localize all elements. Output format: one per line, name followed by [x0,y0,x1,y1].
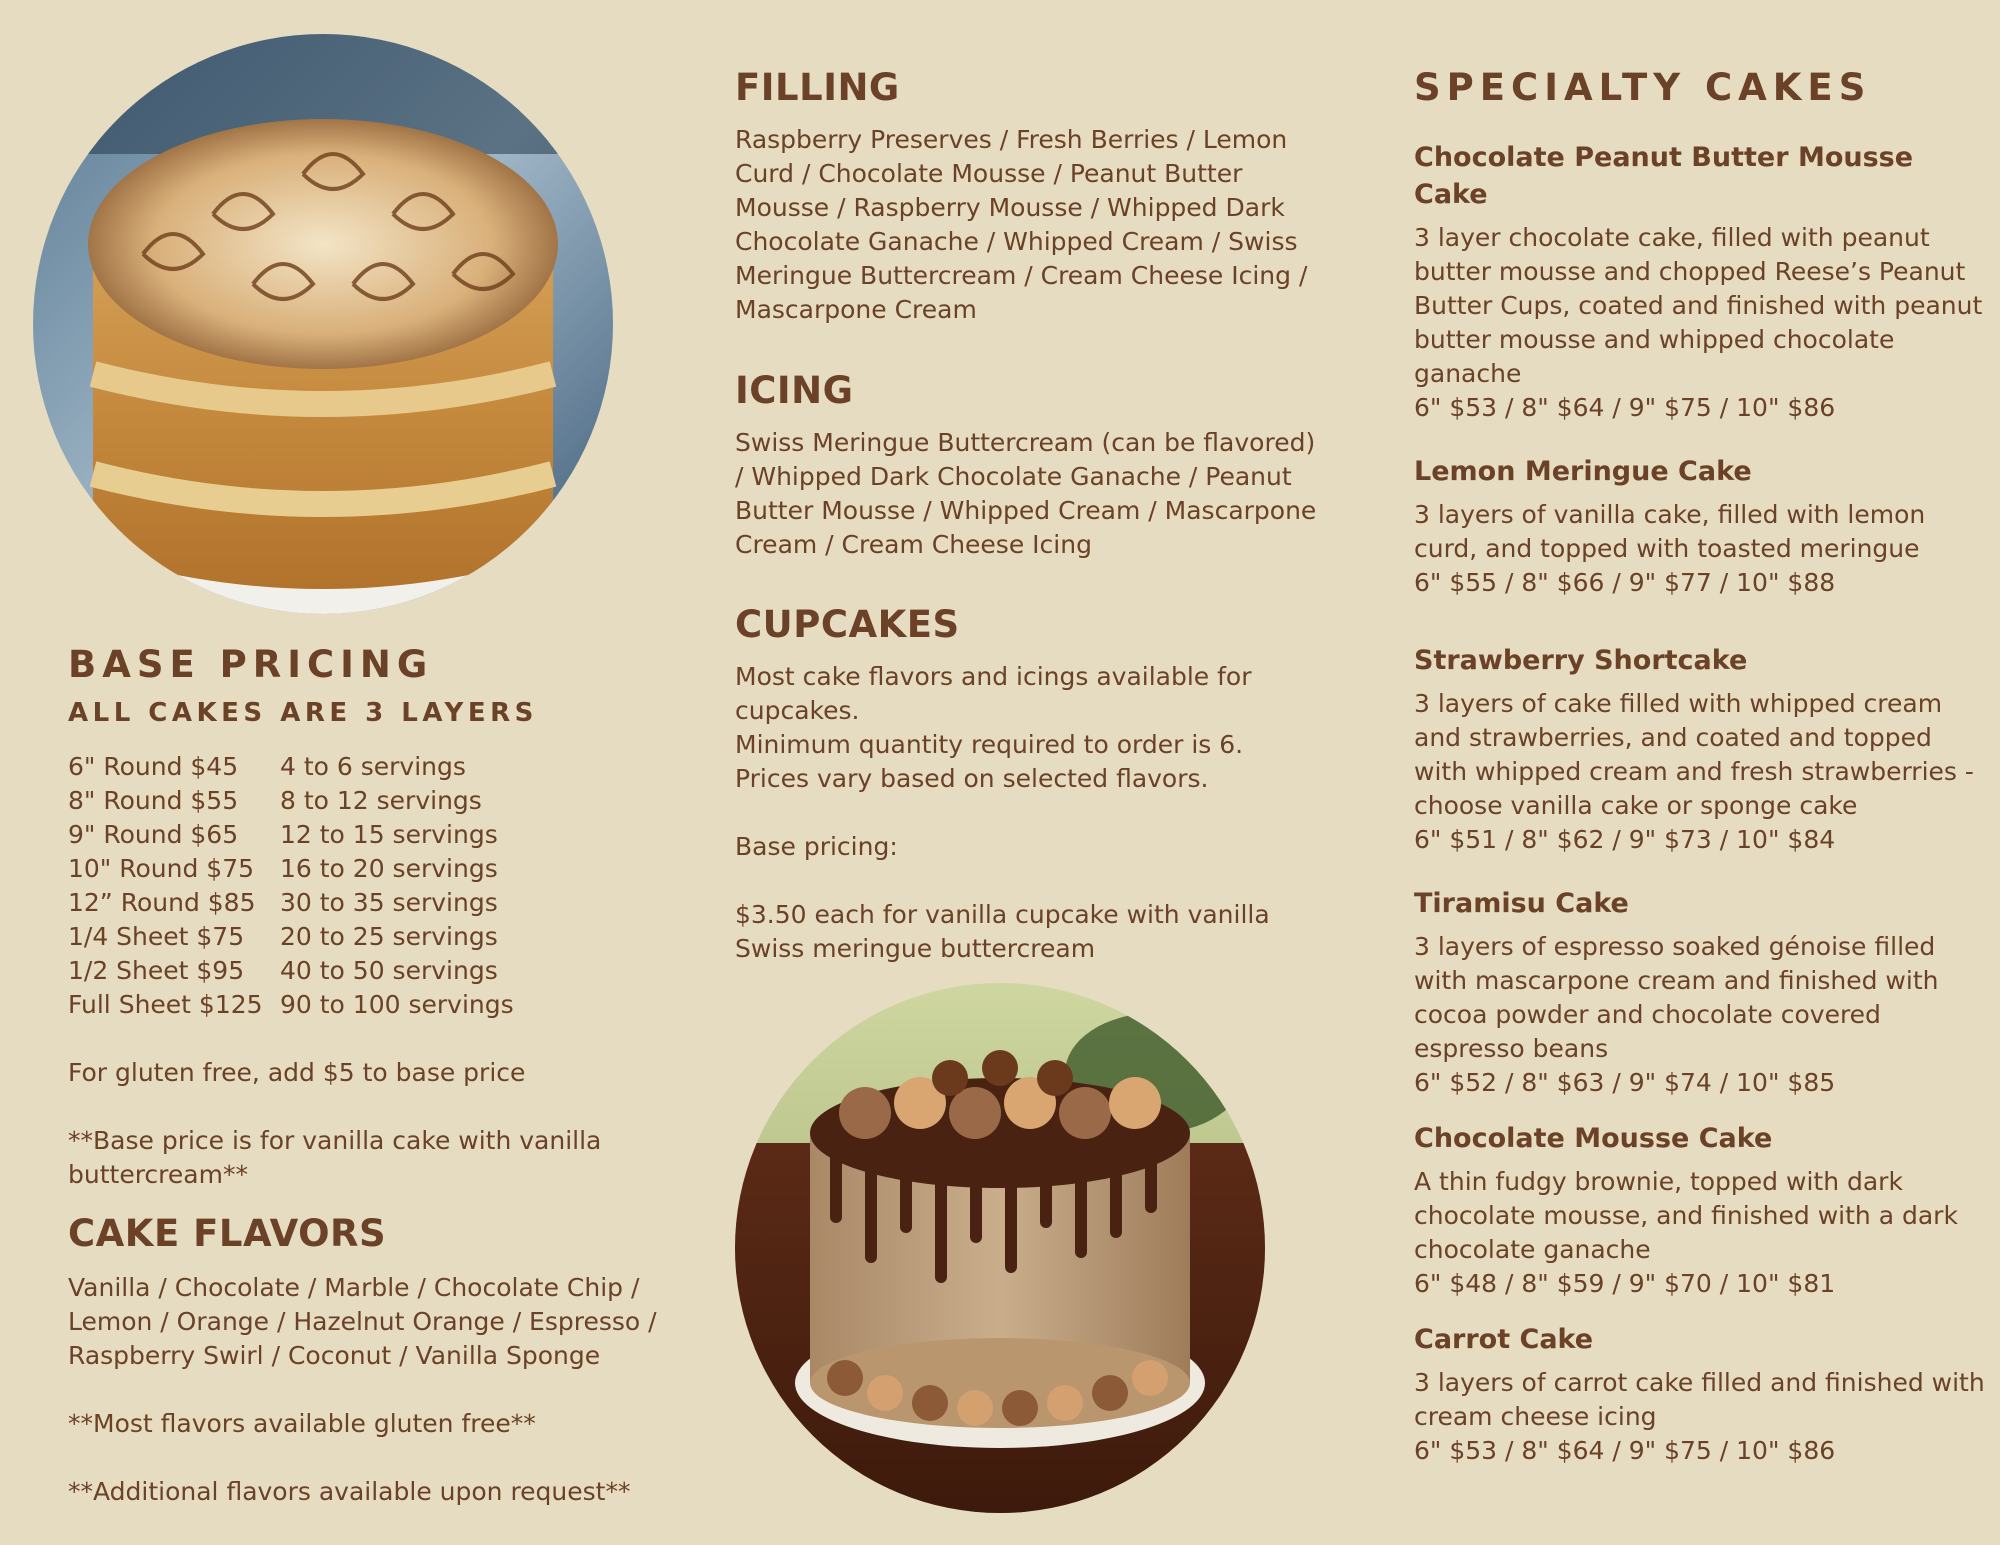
base-pricing-title: BASE PRICING [68,643,434,686]
price-servings: 4 to 6 servings [280,752,466,781]
cupcakes-section [735,603,1295,966]
cake-flavors-title: CAKE FLAVORS [68,1212,387,1255]
price-servings: 16 to 20 servings [280,854,498,883]
filling-title: FILLING [735,66,900,109]
specialty-cakes-section [1414,66,1988,1468]
specialty-cakes-list [1414,139,1988,1468]
specialty-cake-name: Lemon Meringue Cake [1414,456,1752,487]
specialty-cake-name: Tiramisu Cake [1414,888,1629,919]
cupcakes-minimum: Minimum quantity required to order is 6. [735,730,1244,759]
gluten-free-note: For gluten free, add $5 to base price [68,1058,526,1087]
cake-flavors-section [68,1212,668,1509]
price-servings: 90 to 100 servings [280,990,514,1019]
specialty-cake-prices: 6" $52 / 8" $63 / 9" $74 / 10" $85 [1414,1068,1836,1097]
specialty-cake-description: 3 layers of vanilla cake, filled with lemon curd, and topped with toasted meringue [1414,500,1926,563]
specialty-cake-description: 3 layers of cake filled with whipped cream and strawberries, and coated and topped with whipped cream and fresh strawberries - choose vanilla cake or sponge cake [1414,689,1974,820]
price-servings: 30 to 35 servings [280,888,498,917]
specialty-cake-description: A thin fudgy brownie, topped with dark chocolate mousse, and finished with a dark chocolate ganache [1414,1167,1958,1264]
specialty-cake-item [1414,139,1988,425]
chocolate-drip-cake-photo [735,983,1265,1513]
cake-flavors-list: Vanilla / Chocolate / Marble / Chocolate Chip / Lemon / Orange / Hazelnut Orange / Espresso / Raspberry Swirl / Coconut / Vanilla Sponge [68,1273,657,1370]
specialty-cake-prices: 6" $51 / 8" $62 / 9" $73 / 10" $84 [1414,825,1836,854]
cupcakes-title: CUPCAKES [735,603,960,646]
price-servings: 12 to 15 servings [280,820,498,849]
price-row [68,988,628,1022]
specialty-cake-prices: 6" $48 / 8" $59 / 9" $70 / 10" $81 [1414,1269,1836,1298]
price-size: 10" Round $75 [68,854,255,883]
cupcakes-base-price: $3.50 each for vanilla cupcake with vanilla Swiss meringue buttercream [735,900,1270,963]
meringue-layer-cake-photo [33,34,613,614]
specialty-cake-description: 3 layers of carrot cake filled and finished with cream cheese icing [1414,1368,1985,1431]
specialty-cake-name: Strawberry Shortcake [1414,645,1748,676]
specialty-cake-item [1414,885,1988,1100]
price-row [68,954,628,988]
specialty-cakes-title: SPECIALTY CAKES [1414,66,1872,109]
price-size: 8" Round $55 [68,786,239,815]
specialty-cake-description: 3 layer chocolate cake, filled with peanut butter mousse and chopped Reese’s Peanut Butter Cups, coated and finished with peanut butter mousse and whipped chocolate ganache [1414,223,1983,388]
additional-flavors-note: **Additional flavors available upon request** [68,1477,631,1506]
specialty-cake-description: 3 layers of espresso soaked génoise filled with mascarpone cream and finished with cocoa powder and chocolate covered espresso beans [1414,932,1939,1063]
icing-title: ICING [735,369,854,412]
filling-section [735,66,1330,327]
specialty-cake-name: Chocolate Peanut Butter Mousse Cake [1414,142,1914,210]
specialty-cake-item [1414,453,1988,600]
specialty-cake-prices: 6" $55 / 8" $66 / 9" $77 / 10" $88 [1414,568,1836,597]
gluten-free-flavors-note: **Most flavors available gluten free** [68,1409,536,1438]
price-size: 12” Round $85 [68,888,256,917]
price-row [68,886,628,920]
price-servings: 20 to 25 servings [280,922,498,951]
price-row [68,750,628,784]
base-pricing-section [68,643,628,1192]
specialty-cake-item [1414,1120,1988,1301]
price-size: 1/4 Sheet $75 [68,922,245,951]
cupcakes-base-label: Base pricing: [735,832,898,861]
icing-list: Swiss Meringue Buttercream (can be flavored) / Whipped Dark Chocolate Ganache / Peanut Butter Mousse / Whipped Cream / Mascarpone Cream / Cream Cheese Icing [735,428,1317,559]
price-servings: 8 to 12 servings [280,786,482,815]
cupcakes-prices-vary: Prices vary based on selected flavors. [735,764,1209,793]
price-servings: 40 to 50 servings [280,956,498,985]
price-size: 9" Round $65 [68,820,239,849]
base-pricing-subtitle: ALL CAKES ARE 3 LAYERS [68,698,538,728]
specialty-cake-item [1414,1321,1988,1468]
filling-list: Raspberry Preserves / Fresh Berries / Lemon Curd / Chocolate Mousse / Peanut Butter Mousse / Raspberry Mousse / Whipped Dark Chocolate Ganache / Whipped Cream / Swiss Meringue Buttercream / Cream Cheese Icing / Mascarpone Cream [735,125,1308,324]
price-row [68,920,628,954]
price-size: 6" Round $45 [68,752,239,781]
price-size: Full Sheet $125 [68,990,263,1019]
cupcakes-availability: Most cake flavors and icings available for cupcakes. [735,662,1252,725]
base-price-note: **Base price is for vanilla cake with vanilla buttercream** [68,1126,602,1189]
price-table [68,750,628,1022]
price-row [68,818,628,852]
specialty-cake-prices: 6" $53 / 8" $64 / 9" $75 / 10" $86 [1414,393,1836,422]
specialty-cake-prices: 6" $53 / 8" $64 / 9" $75 / 10" $86 [1414,1436,1836,1465]
price-size: 1/2 Sheet $95 [68,956,245,985]
icing-section [735,369,1330,562]
price-row [68,852,628,886]
price-row [68,784,628,818]
specialty-cake-name: Carrot Cake [1414,1324,1594,1355]
specialty-cake-item [1414,642,1988,857]
specialty-cake-name: Chocolate Mousse Cake [1414,1123,1773,1154]
